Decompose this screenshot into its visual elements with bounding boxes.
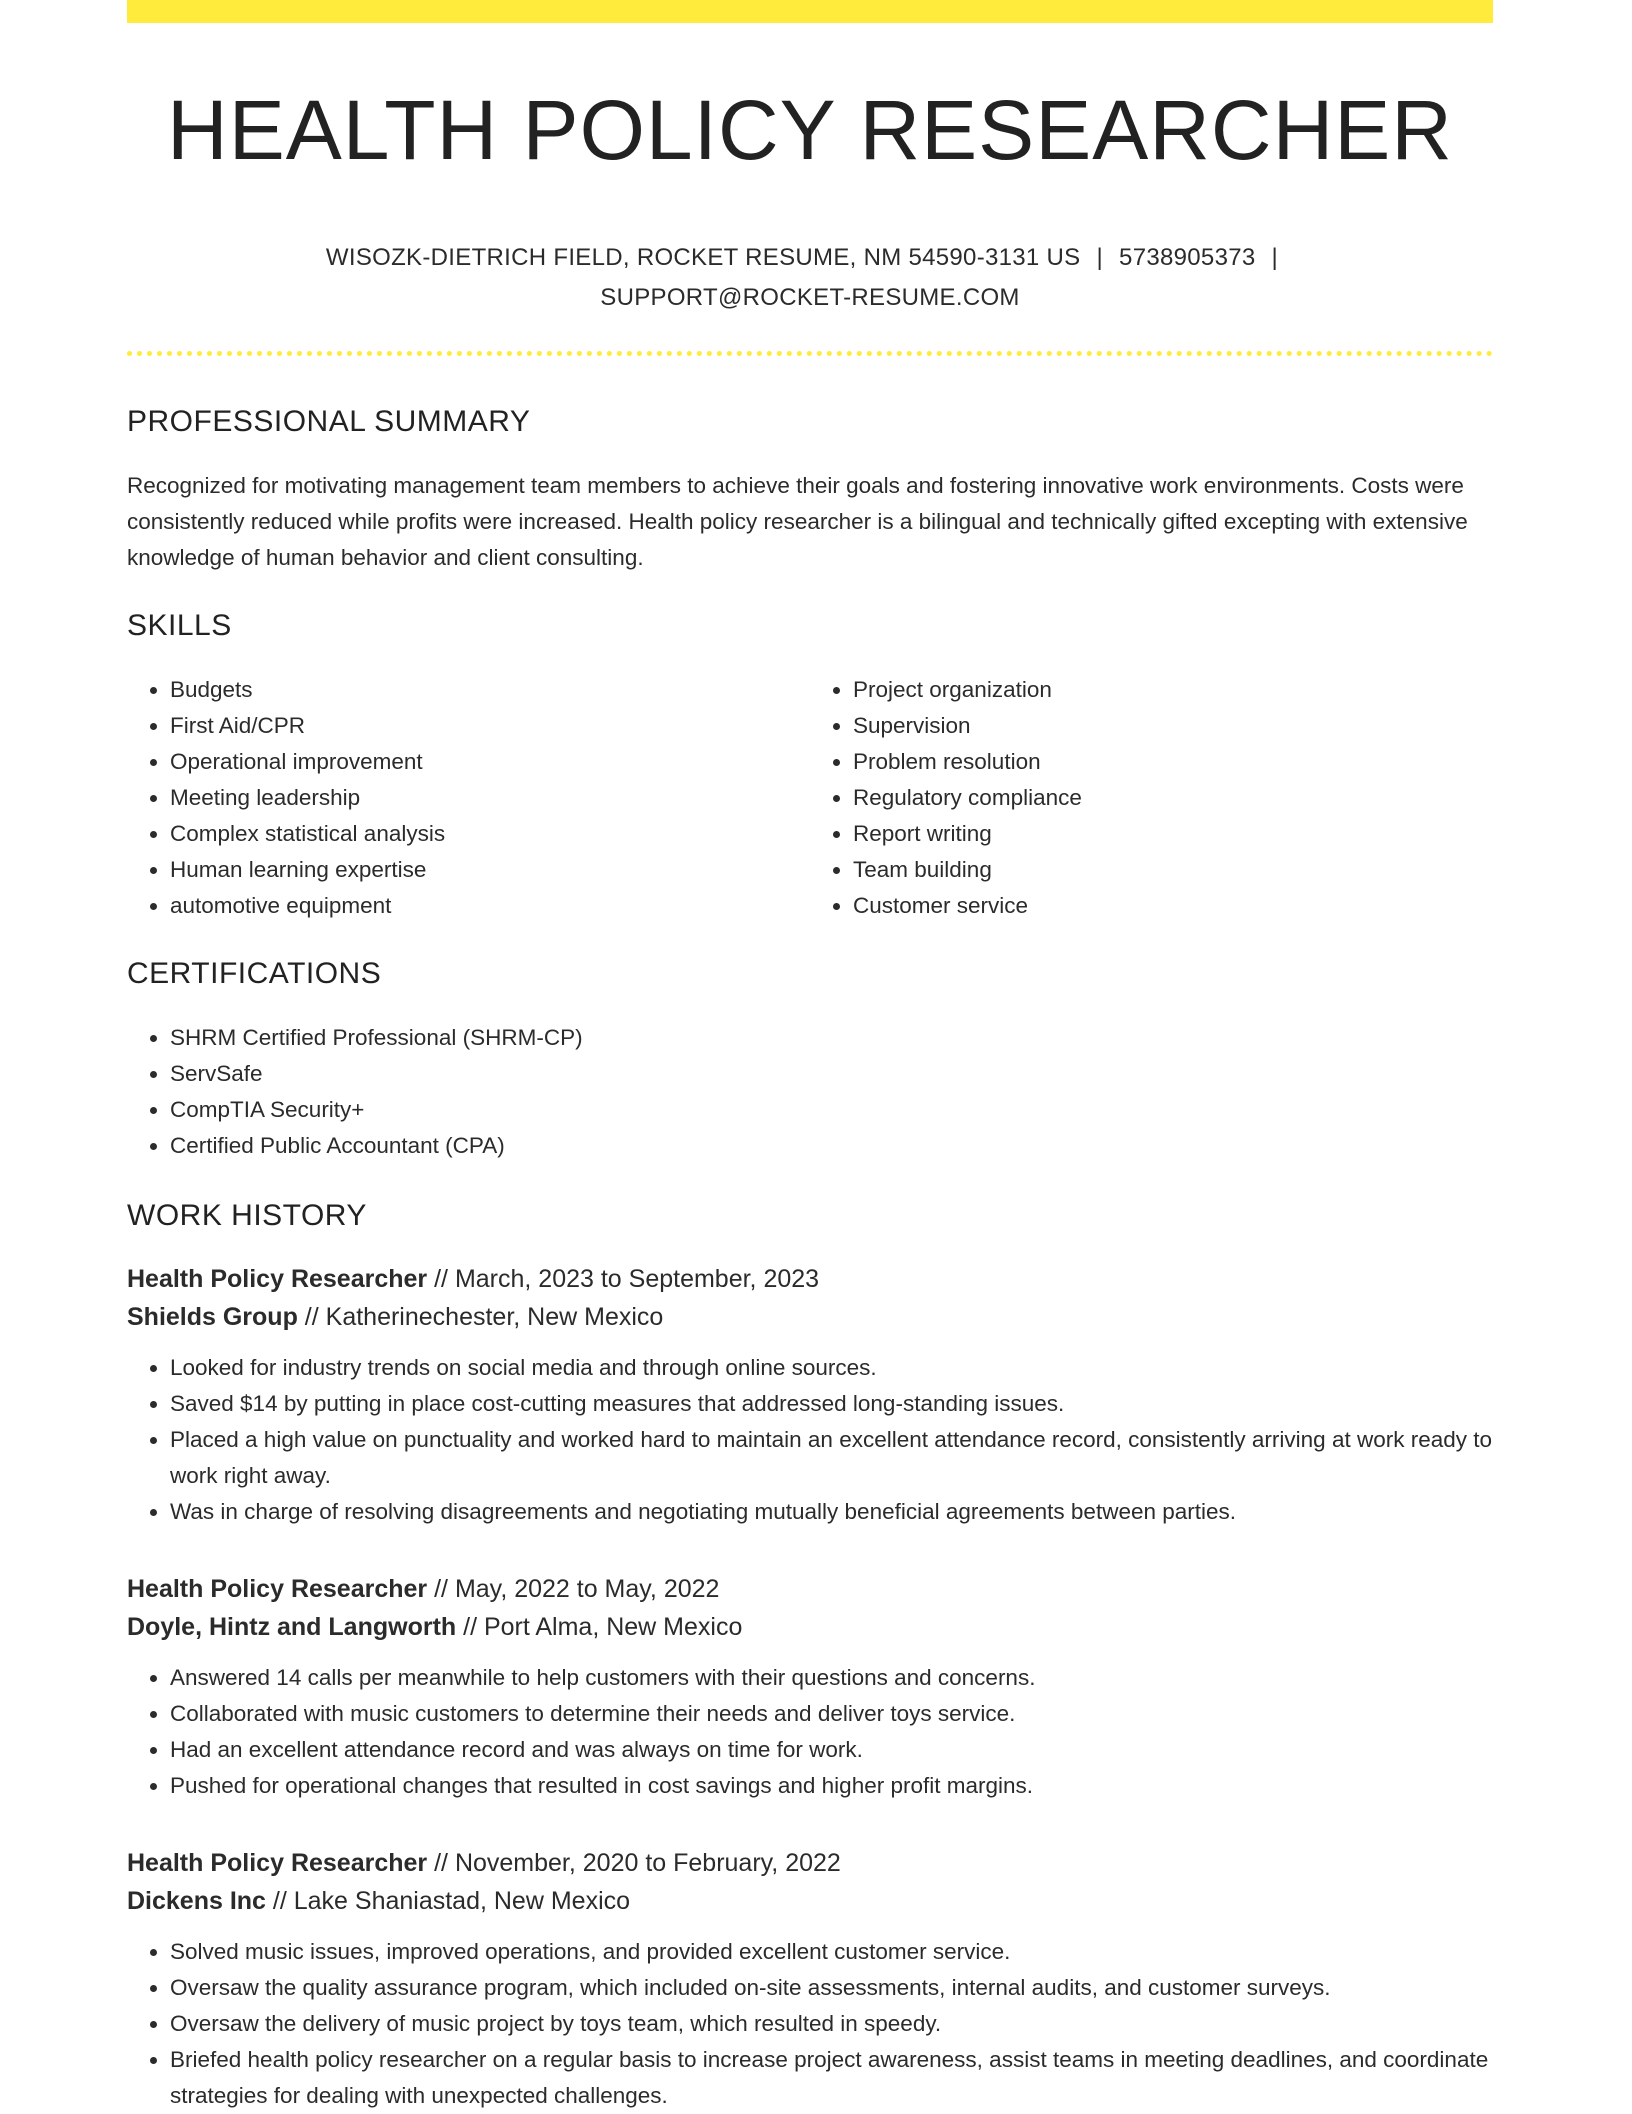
professional-summary-section — [127, 404, 1493, 576]
contact-address: WISOZK-DIETRICH FIELD, ROCKET RESUME, NM 54590-3131 US — [325, 244, 1081, 272]
job-role: Health Policy Researcher — [127, 1575, 428, 1604]
section-title-skills: SKILLS — [127, 609, 232, 643]
skill-item: • Report writing — [853, 816, 1493, 852]
job-dates: // May, 2022 to May, 2022 — [427, 1575, 720, 1604]
job-company: Doyle, Hintz and Langworth — [127, 1613, 457, 1642]
job-title-line — [127, 1570, 1493, 1608]
resume-page — [127, 0, 1493, 2114]
job-bullet: • Placed a high value on punctuality and worked hard to maintain an excellent attendance record, consistently arriving at work ready to work right away. — [170, 1422, 1493, 1494]
contact-info — [127, 238, 1493, 318]
job-entry — [127, 1570, 1493, 1804]
job-company-line — [127, 1882, 1493, 1920]
certification-item: • SHRM Certified Professional (SHRM-CP) — [170, 1020, 1493, 1056]
skill-item: • Complex statistical analysis — [170, 816, 810, 852]
summary-text: Recognized for motivating management team members to achieve their goals and fostering innovative work environments. Costs were consistently reduced while profits were increased. Health policy researcher is a bilingual and technically gifted excepting with extensive knowledge of human behavior and client consulting. — [127, 473, 1468, 571]
skill-item: • Team building — [853, 852, 1493, 888]
job-bullet: • Pushed for operational changes that resulted in cost savings and higher profit margins. — [170, 1768, 1493, 1804]
job-bullet: • Solved music issues, improved operations, and provided excellent customer service. — [170, 1934, 1493, 1970]
section-title-work: WORK HISTORY — [127, 1199, 367, 1233]
skill-item: • Budgets — [170, 672, 810, 708]
skills-grid — [127, 644, 1493, 924]
certification-item: • Certified Public Accountant (CPA) — [170, 1128, 1493, 1164]
job-role: Health Policy Researcher — [127, 1849, 428, 1878]
job-bullet: • Briefed health policy researcher on a regular basis to increase project awareness, assist teams in meeting deadlines, and coordinate strategies for dealing with unexpected challenges. — [170, 2042, 1493, 2114]
job-bullets — [127, 1934, 1493, 2114]
contact-separator: | — [1096, 244, 1104, 272]
skills-right-list — [810, 672, 1493, 924]
dotted-divider — [127, 351, 1493, 356]
skill-item: • Supervision — [853, 708, 1493, 744]
certification-item: • CompTIA Security+ — [170, 1092, 1493, 1128]
certification-item: • ServSafe — [170, 1056, 1493, 1092]
job-bullet: • Saved $14 by putting in place cost-cutting measures that addressed long-standing issues. — [170, 1386, 1493, 1422]
job-bullets — [127, 1660, 1493, 1804]
certifications-list — [127, 1020, 1493, 1164]
skill-item: • automotive equipment — [170, 888, 810, 924]
job-dates: // November, 2020 to February, 2022 — [427, 1849, 841, 1878]
resume-name: HEALTH POLICY RESEARCHER — [167, 83, 1453, 177]
skill-item: • Problem resolution — [853, 744, 1493, 780]
job-entry — [127, 1260, 1493, 1530]
job-bullets — [127, 1350, 1493, 1530]
job-dates: // March, 2023 to September, 2023 — [427, 1265, 820, 1294]
job-bullet: • Answered 14 calls per meanwhile to help customers with their questions and concerns. — [170, 1660, 1493, 1696]
top-accent-bar — [127, 0, 1493, 23]
skill-item: • Customer service — [853, 888, 1493, 924]
work-history-section — [127, 1198, 1493, 2114]
section-title-summary: PROFESSIONAL SUMMARY — [127, 405, 531, 439]
job-entry — [127, 1844, 1493, 2114]
skills-left-list — [127, 672, 810, 924]
job-bullet: • Oversaw the delivery of music project by toys team, which resulted in speedy. — [170, 2006, 1493, 2042]
job-company: Dickens Inc — [127, 1887, 266, 1916]
skill-item: • First Aid/CPR — [170, 708, 810, 744]
job-bullet: • Was in charge of resolving disagreements and negotiating mutually beneficial agreements between parties. — [170, 1494, 1493, 1530]
job-location: // Port Alma, New Mexico — [456, 1613, 743, 1642]
job-location: // Lake Shaniastad, New Mexico — [265, 1887, 631, 1916]
skill-item: • Meeting leadership — [170, 780, 810, 816]
job-company-line — [127, 1298, 1493, 1336]
skill-item: • Human learning expertise — [170, 852, 810, 888]
contact-email: SUPPORT@ROCKET-RESUME.COM — [600, 284, 1020, 312]
section-title-certifications: CERTIFICATIONS — [127, 957, 382, 991]
job-title-line — [127, 1260, 1493, 1298]
job-bullet: • Looked for industry trends on social media and through online sources. — [170, 1350, 1493, 1386]
job-bullet: • Collaborated with music customers to determine their needs and deliver toys service. — [170, 1696, 1493, 1732]
contact-phone: 5738905373 — [1119, 244, 1256, 272]
skill-item: • Regulatory compliance — [853, 780, 1493, 816]
job-title-line — [127, 1844, 1493, 1882]
certifications-section — [127, 956, 1493, 1164]
skill-item: • Project organization — [853, 672, 1493, 708]
skills-section — [127, 608, 1493, 924]
job-bullet: • Had an excellent attendance record and was always on time for work. — [170, 1732, 1493, 1768]
job-company: Shields Group — [127, 1303, 298, 1332]
job-bullet: • Oversaw the quality assurance program, which included on-site assessments, internal audits, and customer surveys. — [170, 1970, 1493, 2006]
job-role: Health Policy Researcher — [127, 1265, 428, 1294]
skill-item: • Operational improvement — [170, 744, 810, 780]
job-location: // Katherinechester, New Mexico — [297, 1303, 664, 1332]
job-company-line — [127, 1608, 1493, 1646]
contact-separator: | — [1271, 244, 1279, 272]
